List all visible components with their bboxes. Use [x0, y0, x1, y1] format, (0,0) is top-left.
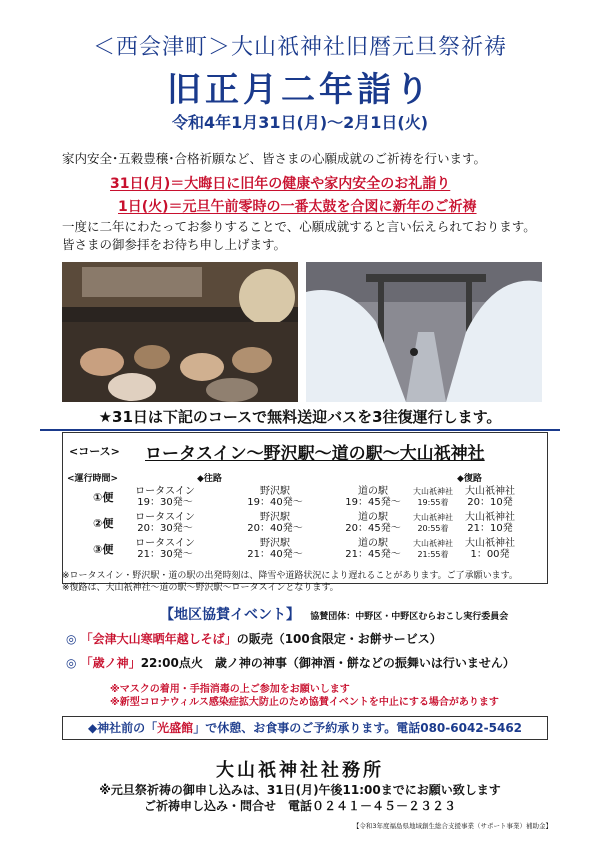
events-sponsor: 協賛団体：中野区・中野区むらおこし実行委員会 [310, 612, 509, 622]
stop-name: 大山祇神社 [413, 539, 453, 548]
schedule-cell [455, 486, 525, 508]
stop-time: 20:55着 [417, 524, 449, 533]
schedule-cell [405, 512, 461, 534]
page-title: 旧正月二年詣り [167, 70, 433, 110]
schedule-cell [405, 486, 461, 508]
stop-time: 20：10発 [467, 497, 513, 508]
stop-time: 20：30発～ [137, 523, 193, 534]
schedule-cell [333, 486, 413, 508]
stop-time: 20：45発～ [345, 523, 401, 534]
stop-name: 野沢駅 [260, 486, 290, 497]
stop-time: 19:55着 [417, 498, 449, 507]
bus-notes [62, 570, 518, 594]
stop-time: 19：30発～ [137, 497, 193, 508]
stop-name: 大山祇神社 [413, 487, 453, 496]
schedule-cell [125, 538, 205, 560]
event-2-desc: 22:00点火 歳ノ神の神事（御神酒・餅などの振舞いは行いません） [140, 656, 515, 670]
schedule-cell [455, 538, 525, 560]
event-date: 令和4年1月31日(月)～2月1日(火) [171, 113, 429, 132]
stop-name: 野沢駅 [260, 512, 290, 523]
stop-name: ロータスイン [135, 486, 195, 497]
grant-note: 【令和3年度福島県地域創生総合支援事業（サポート事業）補助金】 [352, 822, 552, 830]
contact-phone: ご祈祷申し込み・問合せ 電話０２４１－４５－２３２３ [143, 799, 456, 813]
return-label: ◆復路 [457, 474, 482, 484]
stop-time: 1：00発 [470, 549, 510, 560]
stop-time: 19：40発～ [247, 497, 303, 508]
trip-number: ③便 [93, 543, 114, 556]
event-item-1 [66, 630, 442, 647]
schedule-cell [455, 512, 525, 534]
stop-name: 道の駅 [358, 512, 388, 523]
bullet-icon: ◎ [66, 632, 77, 646]
bus-schedule-box [62, 432, 548, 584]
course-label: <コース> [69, 445, 120, 458]
stop-name: 道の駅 [358, 538, 388, 549]
bullet-icon: ◎ [66, 656, 77, 670]
stop-time: 21：30発～ [137, 549, 193, 560]
warning-mask: ※マスクの着用・手指消毒の上ご参加をお願いします [110, 684, 350, 695]
intro-line-5: 皆さまの御参拝をお待ち申し上げます。 [62, 237, 287, 252]
bus-note-1: ※ロータスイン・野沢駅・道の駅の出発時刻は、降雪や道路状況により遅れることがあります。ご了承願います。 [62, 571, 518, 581]
stop-name: 野沢駅 [260, 538, 290, 549]
schedule-cell [333, 512, 413, 534]
intro-line-1: 家内安全･五穀豊穣･合格祈願など、皆さまの心願成就のご祈祷を行います。 [62, 151, 487, 166]
rest-name: 光盛館 [157, 721, 194, 735]
schedule-cell [235, 512, 315, 534]
stop-name: 大山祇神社 [465, 538, 515, 549]
bus-notice: ★31日は下記のコースで無料送迎バスを3往復運行します。 [40, 406, 560, 431]
stop-name: ロータスイン [135, 512, 195, 523]
trip-number: ②便 [93, 517, 114, 530]
stop-time: 21：40発～ [247, 549, 303, 560]
event-subtitle: ＜西会津町＞大山祇神社旧暦元旦祭祈祷 [92, 35, 507, 60]
schedule-cell [235, 486, 315, 508]
warning-covid: ※新型コロナウィルス感染症拡大防止のため協賛イベントを中止にする場合があります [110, 697, 499, 708]
stop-time: 21：10発 [467, 523, 513, 534]
shrine-office: 大山祇神社社務所 [216, 760, 384, 781]
schedule-row [63, 537, 547, 563]
intro-line-3: 1日(火)＝元旦午前零時の一番太鼓を合図に新年のご祈祷 [118, 199, 477, 215]
photo-snow-shrine [306, 262, 542, 402]
bus-note-2: ※復路は、大山祇神社～道の駅～野沢駅～ロータスインとなります。 [62, 583, 339, 593]
event-1-desc: の販売（100食限定・お餅サービス） [236, 632, 442, 646]
rest-info-box [62, 716, 548, 740]
stop-name: 道の駅 [358, 486, 388, 497]
stop-time: 19：45発～ [345, 497, 401, 508]
event-item-2 [66, 654, 515, 671]
photo-ceremony [62, 262, 298, 402]
schedule-cell [405, 538, 461, 560]
stop-time: 21:55着 [417, 550, 449, 559]
time-label: <運行時間> [67, 474, 119, 484]
trip-number: ①便 [93, 491, 114, 504]
stop-name: ロータスイン [135, 538, 195, 549]
event-1-name: 「会津大山寒晒年越しそば」 [80, 632, 237, 646]
intro-line-2: 31日(月)＝大晦日に旧年の健康や家内安全のお礼詣り [110, 176, 451, 192]
course-route: ロータスイン～野沢駅～道の駅～大山祇神社 [145, 444, 485, 464]
schedule-cell [125, 486, 205, 508]
stop-time: 20：40発～ [247, 523, 303, 534]
stop-time: 21：45発～ [345, 549, 401, 560]
stop-name: 大山祇神社 [465, 512, 515, 523]
application-deadline: ※元旦祭祈祷の御申し込みは、31日(月)午後11:00までにお願い致します [99, 783, 501, 797]
events-heading-row [160, 604, 508, 624]
events-heading: 【地区協賛イベント】 [160, 607, 300, 623]
stop-name: 大山祇神社 [413, 513, 453, 522]
schedule-cell [125, 512, 205, 534]
schedule-row [63, 511, 547, 537]
schedule-row [63, 485, 547, 511]
schedule-cell [235, 538, 315, 560]
event-2-name: 「歳ノ神」 [80, 656, 141, 670]
stop-name: 大山祇神社 [465, 486, 515, 497]
schedule-cell [333, 538, 413, 560]
outbound-label: ◆往路 [197, 474, 222, 484]
rest-prefix: ◆神社前の「 [87, 721, 158, 735]
rest-suffix: 」で休憩、お食事のご予約承ります。電話080-6042-5462 [193, 721, 523, 735]
intro-line-4: 一度に二年にわたってお参りすることで、心願成就すると言い伝えられております。 [62, 219, 536, 234]
